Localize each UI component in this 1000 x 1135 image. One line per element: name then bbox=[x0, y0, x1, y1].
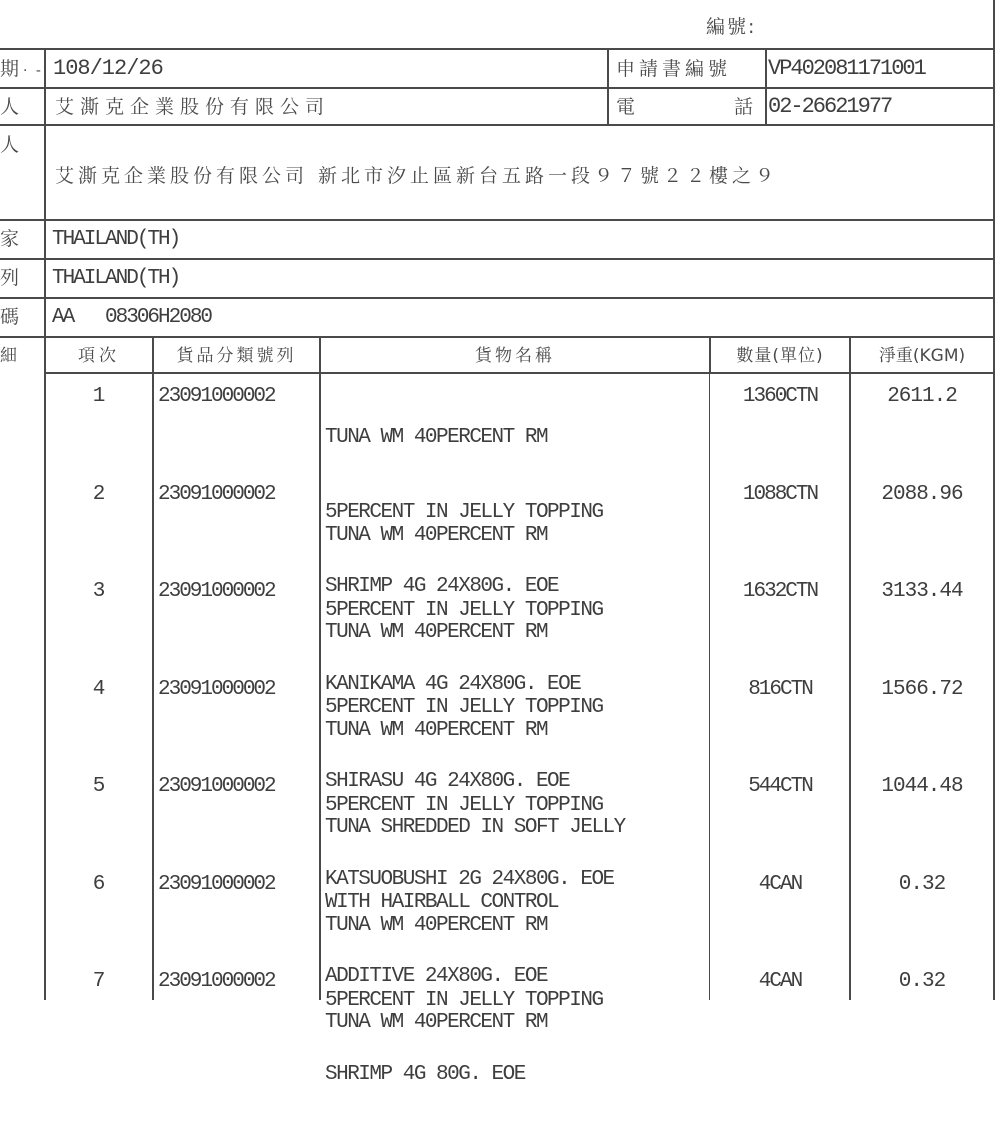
code-value: AA 08306H2080 bbox=[52, 306, 212, 329]
date-label: 期· - bbox=[0, 58, 43, 80]
description: TUNA WM 40PERCENT RM 5PERCENT IN JELLY TOPPING SHRIMP 4G 24X80G. EOE bbox=[325, 426, 603, 598]
region-value: THAILAND(TH) bbox=[52, 267, 180, 290]
item-no: 3 bbox=[92, 580, 106, 603]
country-value: THAILAND(TH) bbox=[52, 228, 180, 251]
phone-label-left: 電 bbox=[616, 96, 640, 118]
net-weight: 0.32 bbox=[898, 970, 946, 993]
country-label: 家 bbox=[0, 228, 24, 250]
net-weight: 2611.2 bbox=[887, 385, 957, 408]
phone-value: 02-26621977 bbox=[768, 94, 892, 119]
hs-code: 23091000002 bbox=[158, 678, 275, 701]
net-weight: 0.32 bbox=[898, 873, 946, 896]
description: TUNA WM 40PERCENT RM 5PERCENT IN JELLY TOPPING SHRIMP 4G 80G. EOE bbox=[325, 914, 603, 1086]
header-item-no: 項次 bbox=[78, 346, 120, 366]
item-no: 1 bbox=[92, 385, 106, 408]
quantity: 1088CTN bbox=[742, 483, 818, 506]
hs-code: 23091000002 bbox=[158, 483, 275, 506]
item-no: 4 bbox=[92, 678, 106, 701]
hs-code: 23091000002 bbox=[158, 580, 275, 603]
hs-code: 23091000002 bbox=[158, 775, 275, 798]
quantity: 4CAN bbox=[758, 970, 802, 993]
item-no: 6 bbox=[92, 873, 106, 896]
applicant-label: 人 bbox=[0, 96, 24, 118]
quantity: 1632CTN bbox=[742, 580, 818, 603]
hs-code: 23091000002 bbox=[158, 873, 275, 896]
consignee-value: 艾澌克企業股份有限公司 新北市汐止區新台五路一段９７號２２樓之９ bbox=[55, 165, 779, 187]
application-no-label: 申請書編號 bbox=[616, 58, 732, 80]
net-weight: 1566.72 bbox=[881, 678, 963, 701]
net-weight: 2088.96 bbox=[881, 483, 963, 506]
phone-label-right: 話 bbox=[734, 96, 758, 118]
header-net-weight: 淨重(KGM) bbox=[878, 346, 966, 366]
header-description: 貨物名稱 bbox=[475, 346, 555, 366]
description: TUNA WM 40PERCENT RM 5PERCENT IN JELLY TOPPING SHIRASU 4G 24X80G. EOE bbox=[325, 621, 603, 793]
item-no: 2 bbox=[92, 483, 106, 506]
header-quantity: 數量(單位) bbox=[736, 346, 824, 366]
description: TUNA WM 40PERCENT RM bbox=[325, 1011, 548, 1034]
quantity: 4CAN bbox=[758, 873, 802, 896]
description: TUNA WM 40PERCENT RM 5PERCENT IN JELLY TOPPING KANIKAMA 4G 24X80G. EOE bbox=[325, 524, 603, 696]
region-label: 列 bbox=[0, 267, 24, 289]
description: TUNA SHREDDED IN SOFT JELLY WITH HAIRBALL CONTROL ADDITIVE 24X80G. EOE bbox=[325, 816, 625, 988]
header-hs-code: 貨品分類號列 bbox=[176, 346, 297, 366]
net-weight: 1044.48 bbox=[881, 775, 963, 798]
quantity: 816CTN bbox=[748, 678, 812, 701]
hs-code: 23091000002 bbox=[158, 970, 275, 993]
net-weight: 3133.44 bbox=[881, 580, 963, 603]
details-label: 細 bbox=[0, 346, 21, 366]
application-no-value: VP402081171001 bbox=[768, 56, 925, 81]
code-label: 碼 bbox=[0, 306, 24, 328]
item-no: 5 bbox=[92, 775, 106, 798]
applicant-value: 艾澌克企業股份有限公司 bbox=[55, 96, 331, 118]
item-no: 7 bbox=[92, 970, 106, 993]
hs-code: 23091000002 bbox=[158, 385, 275, 408]
serial-number-label: 編號: bbox=[706, 16, 757, 38]
quantity: 1360CTN bbox=[742, 385, 818, 408]
date-value: 108/12/26 bbox=[53, 56, 163, 81]
consignee-label: 人 bbox=[0, 134, 24, 156]
quantity: 544CTN bbox=[748, 775, 812, 798]
description: TUNA WM 40PERCENT RM 5PERCENT IN JELLY TOPPING KATSUOBUSHI 2G 24X80G. EOE bbox=[325, 719, 614, 891]
